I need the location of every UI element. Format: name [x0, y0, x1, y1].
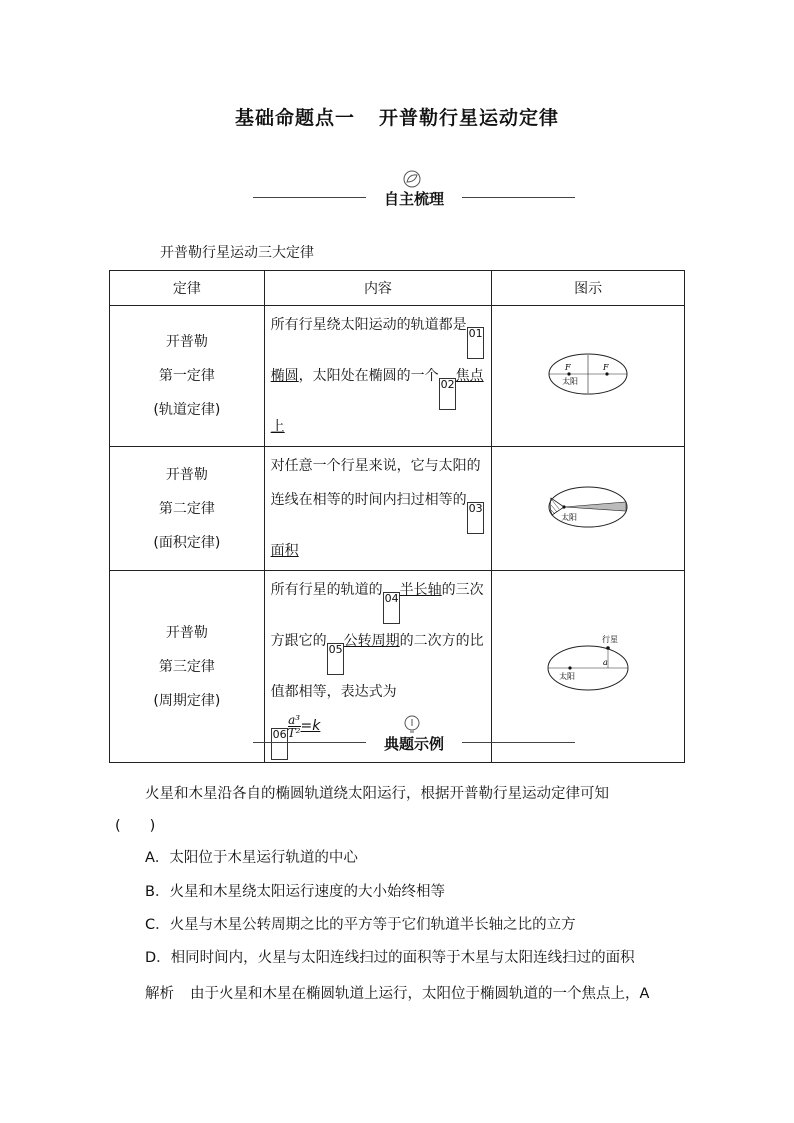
answer: 半长轴 — [399, 582, 442, 598]
header-law: 定律 — [110, 271, 265, 306]
section-header-self-study — [253, 178, 575, 206]
formula-denominator: T² — [287, 725, 301, 740]
table-row — [110, 447, 685, 571]
law-name-line: 开普勒 — [165, 334, 208, 350]
page-title — [0, 103, 794, 130]
title-part-1: 基础命题点一 — [234, 107, 355, 129]
sun-label: 太阳 — [559, 671, 576, 681]
leaf-icon — [401, 170, 423, 188]
figure-ellipse-foci — [492, 306, 685, 447]
option-b: B．火星和木星绕太阳运行速度的大小始终相等 — [145, 884, 445, 900]
area-sweep-diagram — [546, 484, 630, 530]
law-name — [110, 447, 265, 571]
law-content — [264, 447, 492, 571]
option-d: D．相同时间内，火星与太阳连线扫过的面积等于木星与太阳连线扫过的面积 — [145, 950, 635, 966]
title-part-2: 开普勒行星运动定律 — [379, 107, 560, 129]
content-text: ，太阳处在椭圆的一个 — [298, 368, 439, 384]
blank-number: 04 — [383, 592, 400, 624]
content-text: 的三次方跟它的 — [270, 582, 484, 649]
law-name-line: 第二定律 — [158, 500, 215, 517]
blank-number: 03 — [467, 502, 484, 534]
question-stem: 火星和木星沿各自的椭圆轨道绕太阳运行，根据开普勒行星运动定律可知 — [145, 786, 609, 802]
axis-label: a — [603, 657, 608, 667]
blank-number: 01 — [467, 327, 484, 359]
ellipse-foci-diagram — [546, 351, 630, 397]
focus-label: F — [603, 363, 609, 372]
period-diagram — [544, 634, 632, 696]
sun-label: 太阳 — [562, 377, 579, 386]
divider-left — [253, 742, 366, 743]
option-c: C．火星与木星公转周期之比的平方等于它们轨道半长轴之比的立方 — [145, 917, 576, 933]
divider-right — [462, 197, 575, 198]
section-label: 自主梳理 — [383, 190, 444, 208]
content-text: 的二次方的比值都相等，表达式为 — [270, 633, 484, 700]
divider-left — [253, 197, 366, 198]
analysis — [145, 982, 649, 1003]
content-text: 所有行星的轨道的 — [270, 582, 383, 598]
lightbulb-icon — [401, 715, 423, 733]
blank-number: 05 — [327, 643, 344, 675]
formula-numerator: a³ — [288, 712, 301, 727]
content-text: 所有行星绕太阳运动的轨道都是 — [270, 317, 467, 333]
analysis-tag: 解析 — [145, 986, 174, 1002]
analysis-text: 由于火星和木星在椭圆轨道上运行，太阳位于椭圆轨道的一个焦点上，A — [190, 986, 650, 1002]
content-text: 对任意一个行星来说，它与太阳的连线在相等的时间内扫过相等的 — [270, 458, 481, 508]
law-name-line: (周期定律) — [153, 692, 221, 709]
law-name-line: 开普勒 — [165, 624, 208, 641]
answer: 面积 — [270, 543, 299, 559]
table-header-row — [110, 271, 685, 306]
sun-label: 太阳 — [561, 512, 578, 522]
planet-label: 行星 — [602, 634, 619, 644]
section-label: 典题示例 — [383, 735, 444, 753]
answer: 焦点上 — [270, 368, 484, 435]
law-name-line: (轨道定律) — [153, 402, 221, 418]
blank-number: 02 — [439, 378, 456, 410]
figure-area-sweep — [492, 447, 685, 571]
section-header-examples — [253, 723, 575, 751]
kepler-laws-table — [109, 270, 685, 763]
law-name — [110, 306, 265, 447]
law-name-line: (面积定律) — [153, 534, 221, 551]
table-row — [110, 306, 685, 447]
answer: 公转周期 — [343, 633, 400, 649]
option-a: A．太阳位于木星运行轨道的中心 — [145, 850, 358, 866]
law-name-line: 第三定律 — [158, 658, 215, 675]
header-figure: 图示 — [492, 271, 685, 306]
header-content: 内容 — [264, 271, 492, 306]
law-name — [110, 571, 265, 763]
formula-rhs: =k — [300, 718, 321, 734]
answer: 椭圆 — [270, 368, 299, 384]
blank-number: 06 — [271, 728, 288, 760]
law-content — [264, 306, 492, 447]
divider-right — [462, 742, 575, 743]
focus-label: F — [565, 363, 571, 372]
law-name-line: 开普勒 — [165, 466, 208, 483]
answer-parentheses: ( ) — [115, 818, 156, 834]
law-name-line: 第一定律 — [158, 368, 215, 384]
intro-text: 开普勒行星运动三大定律 — [160, 245, 314, 261]
